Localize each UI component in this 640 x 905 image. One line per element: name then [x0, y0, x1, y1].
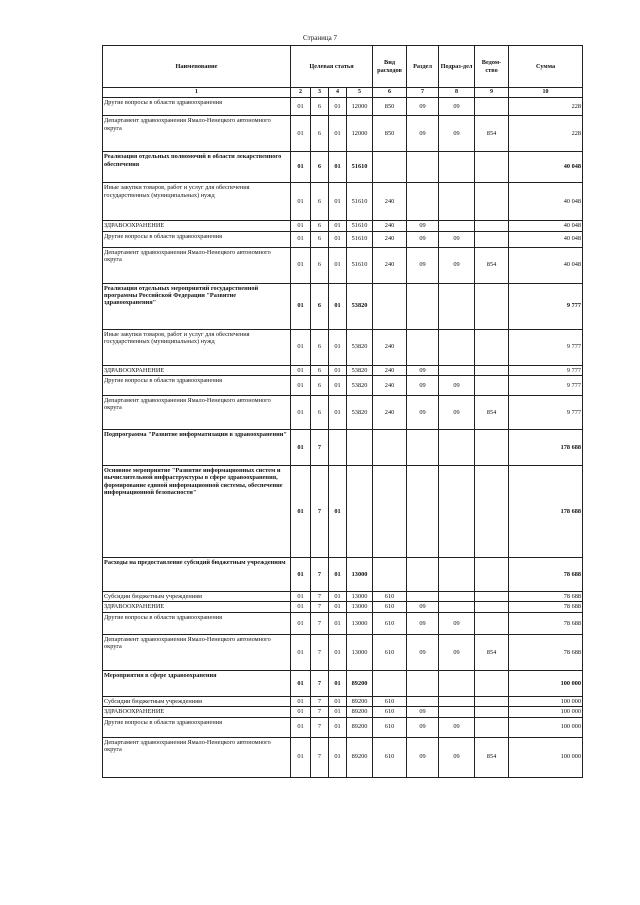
row-ved: 854	[475, 634, 509, 670]
row-ved	[475, 612, 509, 634]
column-number: 3	[311, 88, 329, 98]
row-ved: 854	[475, 395, 509, 429]
row-podrazdel	[439, 591, 475, 601]
table-row	[103, 465, 583, 557]
row-name: Иные закупки товаров, работ и услуг для обеспечения государственных (муниципальных) нужд	[103, 183, 291, 221]
row-ved	[475, 602, 509, 612]
row-vid: 610	[373, 612, 407, 634]
row-podrazdel	[439, 602, 475, 612]
table-row	[103, 696, 583, 706]
row-sum: 40 048	[509, 231, 583, 247]
table-row	[103, 183, 583, 221]
row-c1: 01	[291, 183, 311, 221]
row-c4: 51610	[347, 247, 373, 283]
row-podrazdel: 09	[439, 737, 475, 777]
row-name: Департамент здравоохранения Ямало-Ненецкого автономного округа	[103, 634, 291, 670]
row-sum: 100 000	[509, 670, 583, 696]
row-razdel: 09	[407, 247, 439, 283]
row-c2: 7	[311, 602, 329, 612]
row-c2: 6	[311, 183, 329, 221]
header-name: Наименование	[103, 46, 291, 88]
row-c2: 6	[311, 221, 329, 231]
row-c2: 7	[311, 717, 329, 737]
row-c4: 13000	[347, 591, 373, 601]
header-podrazdel: Подраз-дел	[439, 46, 475, 88]
row-vid: 240	[373, 375, 407, 395]
row-razdel	[407, 152, 439, 183]
row-c3: 01	[329, 231, 347, 247]
row-name: Субсидии бюджетным учреждениям	[103, 696, 291, 706]
row-podrazdel: 09	[439, 612, 475, 634]
row-c3: 01	[329, 116, 347, 152]
row-c2: 6	[311, 283, 329, 329]
row-vid	[373, 465, 407, 557]
row-razdel: 09	[407, 395, 439, 429]
row-sum: 78 688	[509, 591, 583, 601]
row-podrazdel	[439, 696, 475, 706]
row-c2: 7	[311, 612, 329, 634]
row-podrazdel: 09	[439, 231, 475, 247]
row-c3: 01	[329, 707, 347, 717]
table-row	[103, 98, 583, 116]
row-podrazdel: 09	[439, 247, 475, 283]
table-row	[103, 375, 583, 395]
row-c2: 7	[311, 634, 329, 670]
row-vid: 240	[373, 221, 407, 231]
row-c2: 7	[311, 557, 329, 591]
row-c1: 01	[291, 670, 311, 696]
row-vid: 240	[373, 395, 407, 429]
row-c2: 6	[311, 116, 329, 152]
row-ved	[475, 429, 509, 465]
table-row	[103, 365, 583, 375]
row-sum: 9 777	[509, 329, 583, 365]
row-name: Другие вопросы в области здравоохранения	[103, 231, 291, 247]
row-podrazdel: 09	[439, 395, 475, 429]
row-sum: 40 048	[509, 152, 583, 183]
row-vid: 240	[373, 247, 407, 283]
row-c4	[347, 429, 373, 465]
row-c2: 7	[311, 465, 329, 557]
row-podrazdel	[439, 329, 475, 365]
row-c3: 01	[329, 737, 347, 777]
row-name: Другие вопросы в области здравоохранения	[103, 612, 291, 634]
row-vid: 610	[373, 591, 407, 601]
table-row	[103, 329, 583, 365]
row-vid: 610	[373, 602, 407, 612]
row-name: Другие вопросы в области здравоохранения	[103, 717, 291, 737]
row-c1: 01	[291, 365, 311, 375]
row-c3: 01	[329, 247, 347, 283]
row-c2: 7	[311, 707, 329, 717]
row-c4: 13000	[347, 602, 373, 612]
row-vid: 850	[373, 116, 407, 152]
row-ved	[475, 152, 509, 183]
row-sum: 78 688	[509, 634, 583, 670]
row-ved	[475, 670, 509, 696]
table-row	[103, 231, 583, 247]
row-name: Мероприятия в сфере здравоохранения	[103, 670, 291, 696]
row-ved: 854	[475, 247, 509, 283]
row-razdel: 09	[407, 612, 439, 634]
header-summa: Сумма	[509, 46, 583, 88]
row-c1: 01	[291, 247, 311, 283]
column-number: 5	[347, 88, 373, 98]
row-sum: 228	[509, 116, 583, 152]
row-name: Департамент здравоохранения Ямало-Ненецкого автономного округа	[103, 737, 291, 777]
row-name: Подпрограмма "Развитие информатизации в здравоохранении"	[103, 429, 291, 465]
table-row	[103, 591, 583, 601]
row-razdel: 09	[407, 634, 439, 670]
row-c1: 01	[291, 231, 311, 247]
row-c1: 01	[291, 152, 311, 183]
row-ved	[475, 717, 509, 737]
row-razdel	[407, 557, 439, 591]
row-razdel: 09	[407, 98, 439, 116]
row-c1: 01	[291, 591, 311, 601]
row-vid: 610	[373, 634, 407, 670]
row-razdel: 09	[407, 116, 439, 152]
row-razdel	[407, 183, 439, 221]
table-row	[103, 602, 583, 612]
row-c4: 13000	[347, 634, 373, 670]
row-c3: 01	[329, 465, 347, 557]
column-number: 10	[509, 88, 583, 98]
row-name: ЗДРАВООХРАНЕНИЕ	[103, 365, 291, 375]
column-number: 4	[329, 88, 347, 98]
table-row	[103, 557, 583, 591]
column-number: 6	[373, 88, 407, 98]
row-c1: 01	[291, 717, 311, 737]
row-c3: 01	[329, 365, 347, 375]
row-name: Основное мероприятие "Развитие информационных систем и вычислительной инфраструктуры в сфере здравоохранения, формирование единой информационной системы, обеспечение информационной безопасности"	[103, 465, 291, 557]
table-row	[103, 283, 583, 329]
row-razdel: 09	[407, 231, 439, 247]
row-sum: 9 777	[509, 283, 583, 329]
row-podrazdel: 09	[439, 98, 475, 116]
row-podrazdel: 09	[439, 634, 475, 670]
row-c4: 12000	[347, 116, 373, 152]
table-row	[103, 634, 583, 670]
row-vid	[373, 283, 407, 329]
row-sum: 228	[509, 98, 583, 116]
row-c4: 53820	[347, 365, 373, 375]
row-c3: 01	[329, 612, 347, 634]
row-vid	[373, 557, 407, 591]
row-ved: 854	[475, 116, 509, 152]
row-sum: 9 777	[509, 365, 583, 375]
row-podrazdel: 09	[439, 116, 475, 152]
row-podrazdel: 09	[439, 375, 475, 395]
row-vid: 240	[373, 231, 407, 247]
row-c2: 7	[311, 670, 329, 696]
row-razdel: 09	[407, 707, 439, 717]
row-c2: 7	[311, 696, 329, 706]
table-row	[103, 670, 583, 696]
row-c4: 89200	[347, 696, 373, 706]
row-ved	[475, 707, 509, 717]
row-ved	[475, 365, 509, 375]
row-c3: 01	[329, 221, 347, 231]
row-razdel: 09	[407, 365, 439, 375]
row-sum: 100 000	[509, 707, 583, 717]
row-c3: 01	[329, 98, 347, 116]
row-podrazdel	[439, 429, 475, 465]
row-c2: 6	[311, 98, 329, 116]
row-ved	[475, 696, 509, 706]
row-sum: 100 000	[509, 737, 583, 777]
row-podrazdel: 09	[439, 717, 475, 737]
row-razdel	[407, 465, 439, 557]
row-c1: 01	[291, 429, 311, 465]
table-body	[103, 98, 583, 778]
row-podrazdel	[439, 557, 475, 591]
column-number: 7	[407, 88, 439, 98]
row-ved	[475, 557, 509, 591]
row-razdel	[407, 283, 439, 329]
row-c3: 01	[329, 283, 347, 329]
row-vid: 240	[373, 329, 407, 365]
row-ved	[475, 283, 509, 329]
row-sum: 78 688	[509, 602, 583, 612]
row-c4: 89200	[347, 737, 373, 777]
table-row	[103, 717, 583, 737]
row-vid: 610	[373, 696, 407, 706]
row-sum: 78 688	[509, 557, 583, 591]
row-c2: 7	[311, 737, 329, 777]
row-sum: 40 048	[509, 183, 583, 221]
row-ved	[475, 591, 509, 601]
row-podrazdel	[439, 183, 475, 221]
row-c3: 01	[329, 670, 347, 696]
row-name: Другие вопросы в области здравоохранения	[103, 98, 291, 116]
row-c1: 01	[291, 283, 311, 329]
row-sum: 100 000	[509, 696, 583, 706]
header-vedomstvo: Ведом-ство	[475, 46, 509, 88]
column-number-row	[103, 88, 583, 98]
table-row	[103, 707, 583, 717]
row-c1: 01	[291, 557, 311, 591]
row-razdel	[407, 696, 439, 706]
row-c3: 01	[329, 395, 347, 429]
row-c1: 01	[291, 329, 311, 365]
table-row	[103, 395, 583, 429]
row-ved	[475, 221, 509, 231]
row-c4: 53820	[347, 395, 373, 429]
column-number: 1	[103, 88, 291, 98]
row-razdel	[407, 591, 439, 601]
row-c4: 53820	[347, 329, 373, 365]
row-razdel	[407, 329, 439, 365]
row-c4: 89200	[347, 707, 373, 717]
row-razdel	[407, 429, 439, 465]
row-c3: 01	[329, 329, 347, 365]
row-c1: 01	[291, 465, 311, 557]
row-c2: 6	[311, 395, 329, 429]
row-c1: 01	[291, 737, 311, 777]
row-name: Субсидии бюджетным учреждениям	[103, 591, 291, 601]
row-c2: 6	[311, 247, 329, 283]
row-sum: 9 777	[509, 375, 583, 395]
row-sum: 40 048	[509, 221, 583, 231]
row-podrazdel	[439, 221, 475, 231]
column-number: 2	[291, 88, 311, 98]
row-c3: 01	[329, 591, 347, 601]
row-c4: 89200	[347, 670, 373, 696]
row-vid	[373, 152, 407, 183]
row-c2: 6	[311, 329, 329, 365]
row-c3: 01	[329, 152, 347, 183]
row-c3: 01	[329, 634, 347, 670]
table-row	[103, 247, 583, 283]
row-razdel	[407, 670, 439, 696]
table-row	[103, 221, 583, 231]
row-vid: 610	[373, 707, 407, 717]
row-name: Расходы на предоставление субсидий бюджетным учреждениям	[103, 557, 291, 591]
row-c1: 01	[291, 116, 311, 152]
row-ved	[475, 465, 509, 557]
row-c4: 51610	[347, 221, 373, 231]
row-razdel: 09	[407, 221, 439, 231]
row-razdel: 09	[407, 737, 439, 777]
row-razdel: 09	[407, 717, 439, 737]
row-vid	[373, 670, 407, 696]
row-sum: 100 000	[509, 717, 583, 737]
row-c3: 01	[329, 557, 347, 591]
row-ved: 854	[475, 737, 509, 777]
row-vid: 240	[373, 183, 407, 221]
row-name: ЗДРАВООХРАНЕНИЕ	[103, 602, 291, 612]
row-c2: 6	[311, 375, 329, 395]
table-row	[103, 116, 583, 152]
row-ved	[475, 231, 509, 247]
column-number: 9	[475, 88, 509, 98]
row-podrazdel	[439, 283, 475, 329]
row-c1: 01	[291, 612, 311, 634]
table-row	[103, 612, 583, 634]
header-razdel: Раздел	[407, 46, 439, 88]
row-name: Реализация отдельных мероприятий государственной программы Российской Федерации "Развитие здравоохранения"	[103, 283, 291, 329]
row-c1: 01	[291, 395, 311, 429]
row-c3: 01	[329, 375, 347, 395]
row-c3	[329, 429, 347, 465]
row-c3: 01	[329, 183, 347, 221]
row-name: ЗДРАВООХРАНЕНИЕ	[103, 707, 291, 717]
row-vid: 610	[373, 717, 407, 737]
row-name: Департамент здравоохранения Ямало-Ненецкого автономного округа	[103, 247, 291, 283]
row-vid: 610	[373, 737, 407, 777]
row-ved	[475, 183, 509, 221]
row-c3: 01	[329, 602, 347, 612]
row-sum: 9 777	[509, 395, 583, 429]
row-podrazdel	[439, 465, 475, 557]
row-podrazdel	[439, 365, 475, 375]
budget-table	[102, 45, 583, 778]
header-target: Целевая статья	[291, 46, 373, 88]
row-vid	[373, 429, 407, 465]
row-name: ЗДРАВООХРАНЕНИЕ	[103, 221, 291, 231]
row-c4: 53820	[347, 283, 373, 329]
row-razdel: 09	[407, 602, 439, 612]
row-c2: 7	[311, 591, 329, 601]
row-c1: 01	[291, 634, 311, 670]
row-c4	[347, 465, 373, 557]
row-c4: 53820	[347, 375, 373, 395]
row-c4: 51610	[347, 152, 373, 183]
row-podrazdel	[439, 152, 475, 183]
row-sum: 40 048	[509, 247, 583, 283]
row-c1: 01	[291, 375, 311, 395]
row-c4: 89200	[347, 717, 373, 737]
table-row	[103, 152, 583, 183]
row-c4: 12000	[347, 98, 373, 116]
page-label: Страница 7	[303, 34, 337, 42]
row-name: Другие вопросы в области здравоохранения	[103, 375, 291, 395]
row-podrazdel	[439, 670, 475, 696]
row-c1: 01	[291, 221, 311, 231]
row-razdel: 09	[407, 375, 439, 395]
row-c1: 01	[291, 602, 311, 612]
row-c4: 13000	[347, 557, 373, 591]
row-c2: 6	[311, 152, 329, 183]
row-podrazdel	[439, 707, 475, 717]
row-c4: 51610	[347, 183, 373, 221]
row-c3: 01	[329, 717, 347, 737]
row-c3: 01	[329, 696, 347, 706]
row-sum: 78 688	[509, 612, 583, 634]
row-c4: 51610	[347, 231, 373, 247]
row-name: Реализация отдельных полномочий в области лекарственного обеспечения	[103, 152, 291, 183]
header-vid: Вид расходов	[373, 46, 407, 88]
row-sum: 178 688	[509, 429, 583, 465]
row-c2: 6	[311, 231, 329, 247]
table-row	[103, 429, 583, 465]
row-c1: 01	[291, 707, 311, 717]
row-vid: 850	[373, 98, 407, 116]
column-number: 8	[439, 88, 475, 98]
row-c2: 7	[311, 429, 329, 465]
table-row	[103, 737, 583, 777]
row-ved	[475, 98, 509, 116]
row-c2: 6	[311, 365, 329, 375]
row-c4: 13000	[347, 612, 373, 634]
row-ved	[475, 329, 509, 365]
row-ved	[475, 375, 509, 395]
row-c1: 01	[291, 98, 311, 116]
header-row	[103, 46, 583, 88]
row-sum: 178 688	[509, 465, 583, 557]
row-name: Иные закупки товаров, работ и услуг для обеспечения государственных (муниципальных) нужд	[103, 329, 291, 365]
row-vid: 240	[373, 365, 407, 375]
row-name: Департамент здравоохранения Ямало-Ненецкого автономного округа	[103, 395, 291, 429]
row-name: Департамент здравоохранения Ямало-Ненецкого автономного округа	[103, 116, 291, 152]
row-c1: 01	[291, 696, 311, 706]
